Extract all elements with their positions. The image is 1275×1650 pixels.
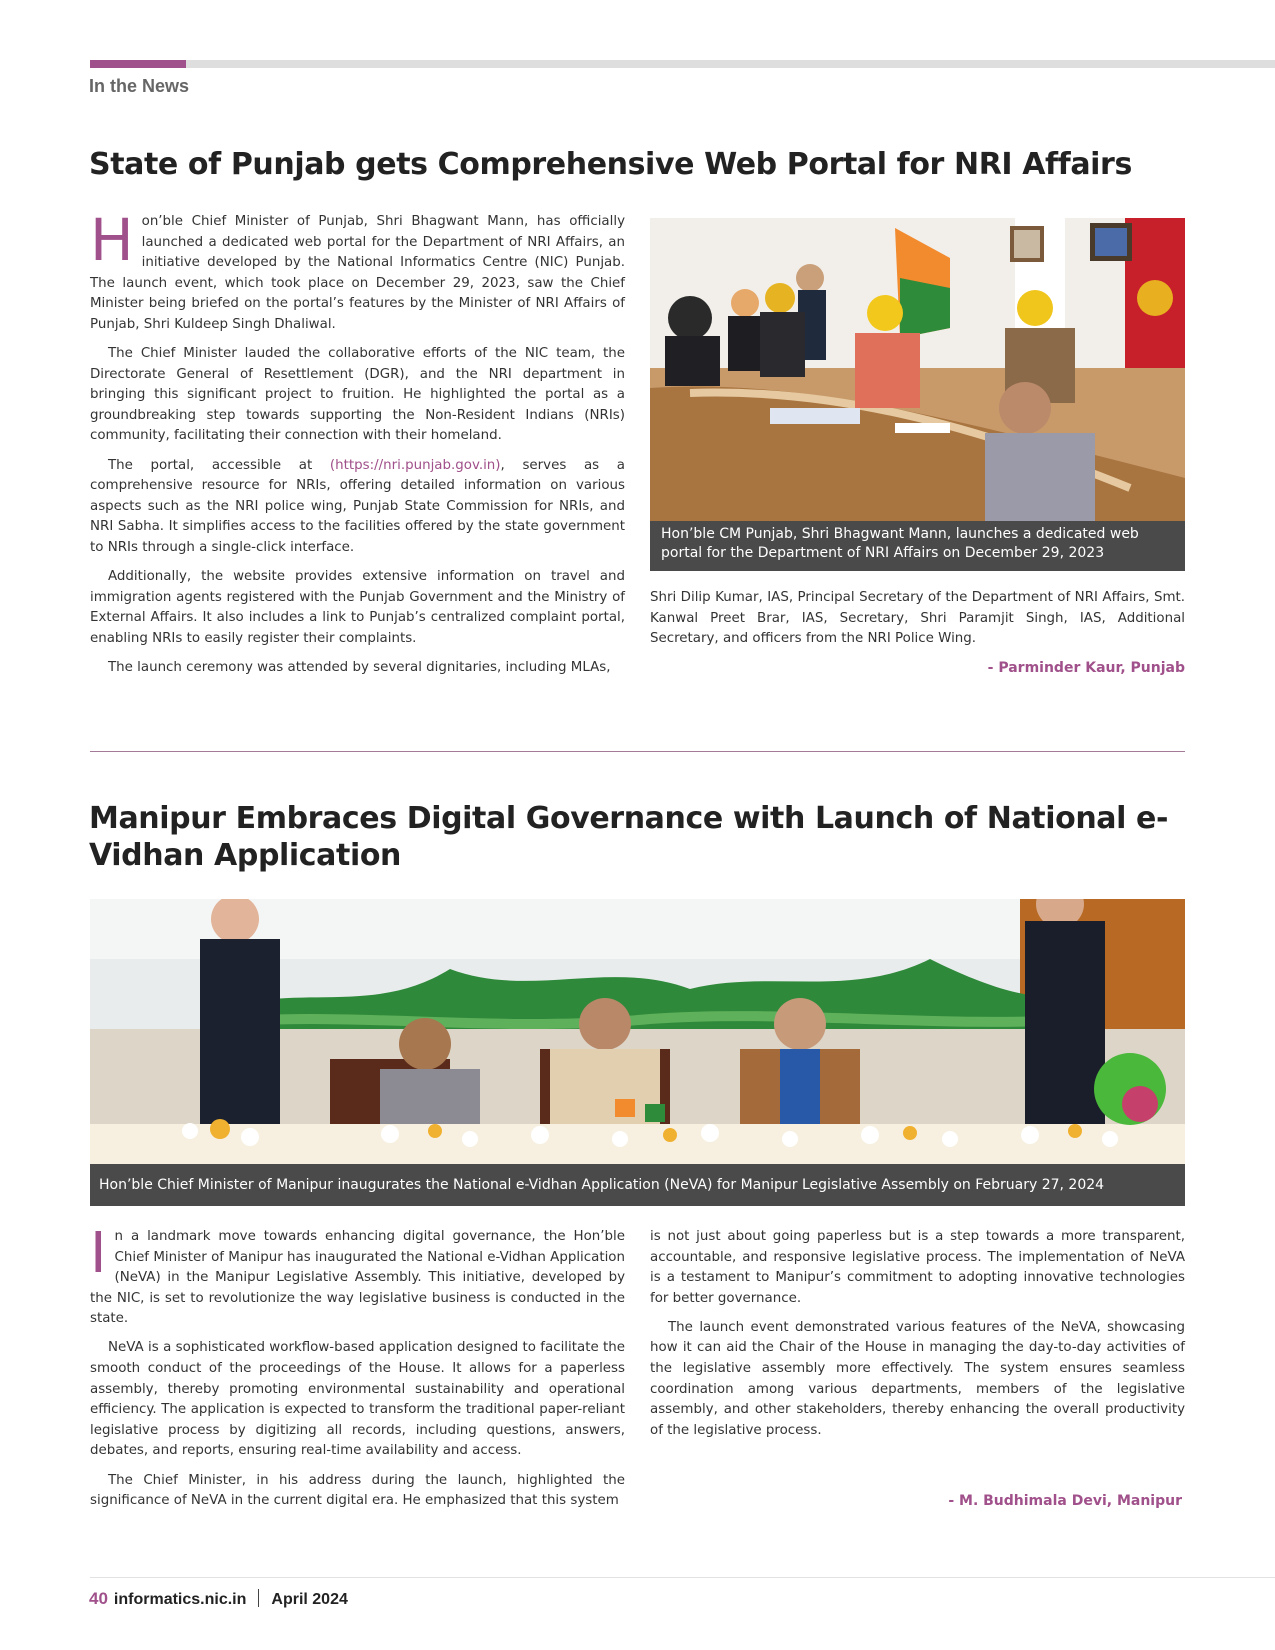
article-2-paragraph-1 <box>90 1221 625 1330</box>
article-2-paragraph-1-text: n a landmark move towards enhancing digital governance, the Hon’ble Chief Minister of Manipur has inaugurated the National e-Vidhan Application (NeVA) in the Manipur Legislative Assembly. This initiative, developed by the NIC, is set to revolutionize the way legislative business is conducted in the state. <box>90 1229 625 1327</box>
article-1-column-left <box>90 206 625 687</box>
article-2-column-left <box>90 1221 625 1520</box>
article-2-byline: - M. Budhimala Devi, Manipur <box>948 1493 1182 1509</box>
manipur-launch-photo <box>90 899 1185 1164</box>
punjab-photo-caption: Hon’ble CM Punjab, Shri Bhagwant Mann, launches a dedicated web portal for the Department of NRI Affairs on December 29, 2023 <box>650 521 1185 571</box>
article-1-byline: - Parminder Kaur, Punjab <box>987 660 1185 676</box>
article-1-paragraph-2: The Chief Minister lauded the collaborative efforts of the NIC team, the Directorate General of Resettlement (DGR), and the NRI department in bringing this significant project to fruition. He highlighted the portal as a groundbreaking step towards supporting the Non-Resident Indians (NRIs) community, facilitating their connection with their homeland. <box>90 346 625 444</box>
article-1-p3-lead: The portal, accessible at <box>108 457 330 473</box>
footer-rule <box>90 1577 1275 1578</box>
footer-site[interactable]: informatics.nic.in <box>113 1591 247 1608</box>
article-1-paragraph-6: Shri Dilip Kumar, IAS, Principal Secretary of the Department of NRI Affairs, Smt. Kanwal Preet Brar, IAS, Secretary, Shri Paramjit Singh, IAS, Additional Secretary, and officers from the NRI Police Wing. <box>650 590 1185 647</box>
article-1-paragraph-3 <box>90 456 625 559</box>
article-1-title: State of Punjab gets Comprehensive Web Portal for NRI Affairs <box>89 147 1132 182</box>
article-2-paragraph-5: The launch event demonstrated various features of the NeVA, showcasing how it can aid the Chair of the House in managing the day-to-day activities of the legislative assembly more effectively. The system ensures seamless coordination among various departments, members of the legislative assembly, and other stakeholders, thereby enhancing the overall productivity of the legislative process. <box>650 1319 1185 1438</box>
punjab-launch-photo-illustration <box>650 218 1185 521</box>
portal-link[interactable]: (https://nri.punjab.gov.in) <box>329 457 501 473</box>
footer-separator <box>258 1589 259 1607</box>
header-rule <box>186 60 1275 68</box>
section-label: In the News <box>89 76 190 96</box>
header-accent-bar <box>90 60 186 68</box>
article-1-paragraph-1 <box>90 206 625 336</box>
article-1-column-right <box>650 588 1185 658</box>
article-1-paragraph-1-text: on’ble Chief Minister of Punjab, Shri Bhagwant Mann, has officially launched a dedicated web portal for the Department of NRI Affairs, an initiative developed by the National Informatics Centre (NIC) Punjab. The launch event, which took place on December 29, 2023, saw the Chief Minister being briefed on the portal’s features by the Minister of NRI Affairs of Punjab, Shri Kuldeep Singh Dhaliwal. <box>90 214 625 332</box>
manipur-launch-photo-illustration <box>90 899 1185 1164</box>
article-1-paragraph-4: Additionally, the website provides extensive information on travel and immigration agents registered with the Punjab Government and the Ministry of External Affairs. It also includes a link to Punjab’s centralized complaint portal, enabling NRIs to easily register their complaints. <box>90 569 625 646</box>
manipur-photo-caption: Hon’ble Chief Minister of Manipur inaugurates the National e-Vidhan Application (NeVA) for Manipur Legislative Assembly on February 27, 2024 <box>90 1164 1185 1206</box>
page-footer <box>89 1589 348 1609</box>
page-number: 40 <box>89 1589 108 1608</box>
article-2-title: Manipur Embraces Digital Governance with Launch of National e-Vidhan Application <box>89 801 1169 873</box>
article-1-paragraph-5: The launch ceremony was attended by several dignitaries, including MLAs, <box>108 659 611 675</box>
article-divider <box>90 751 1185 752</box>
article-2-dropcap: I <box>90 1221 107 1286</box>
footer-date: April 2024 <box>271 1591 348 1608</box>
article-2-paragraph-2: NeVA is a sophisticated workflow-based application designed to facilitate the smooth conduct of the proceedings of the House. It allows for a paperless assembly, thereby promoting environmental sustainability and operational efficiency. The application is expected to transform the traditional paper-reliant legislative process by digitizing all records, including questions, answers, debates, and reports, ensuring real-time availability and access. <box>90 1340 625 1459</box>
article-2-column-right <box>650 1227 1185 1450</box>
article-1-dropcap: H <box>90 206 134 274</box>
article-2-paragraph-3: The Chief Minister, in his address during the launch, highlighted the significance of NeVA in the current digital era. He emphasized that this system <box>90 1472 625 1509</box>
article-2-paragraph-4: is not just about going paperless but is a step towards a more transparent, accountable, and responsive legislative process. The implementation of NeVA is a testament to Manipur’s commitment to adopting innovative technologies for better governance. <box>650 1229 1185 1306</box>
punjab-launch-photo <box>650 218 1185 521</box>
article-1-p3-rest: , serves as a comprehensive resource for NRIs, offering detailed information on various aspects such as the NRI police wing, Punjab State Commission for NRIs, and NRI Sabha. It simplifies access to the facilities offered by the state government to NRIs through a single-click interface. <box>90 457 625 555</box>
